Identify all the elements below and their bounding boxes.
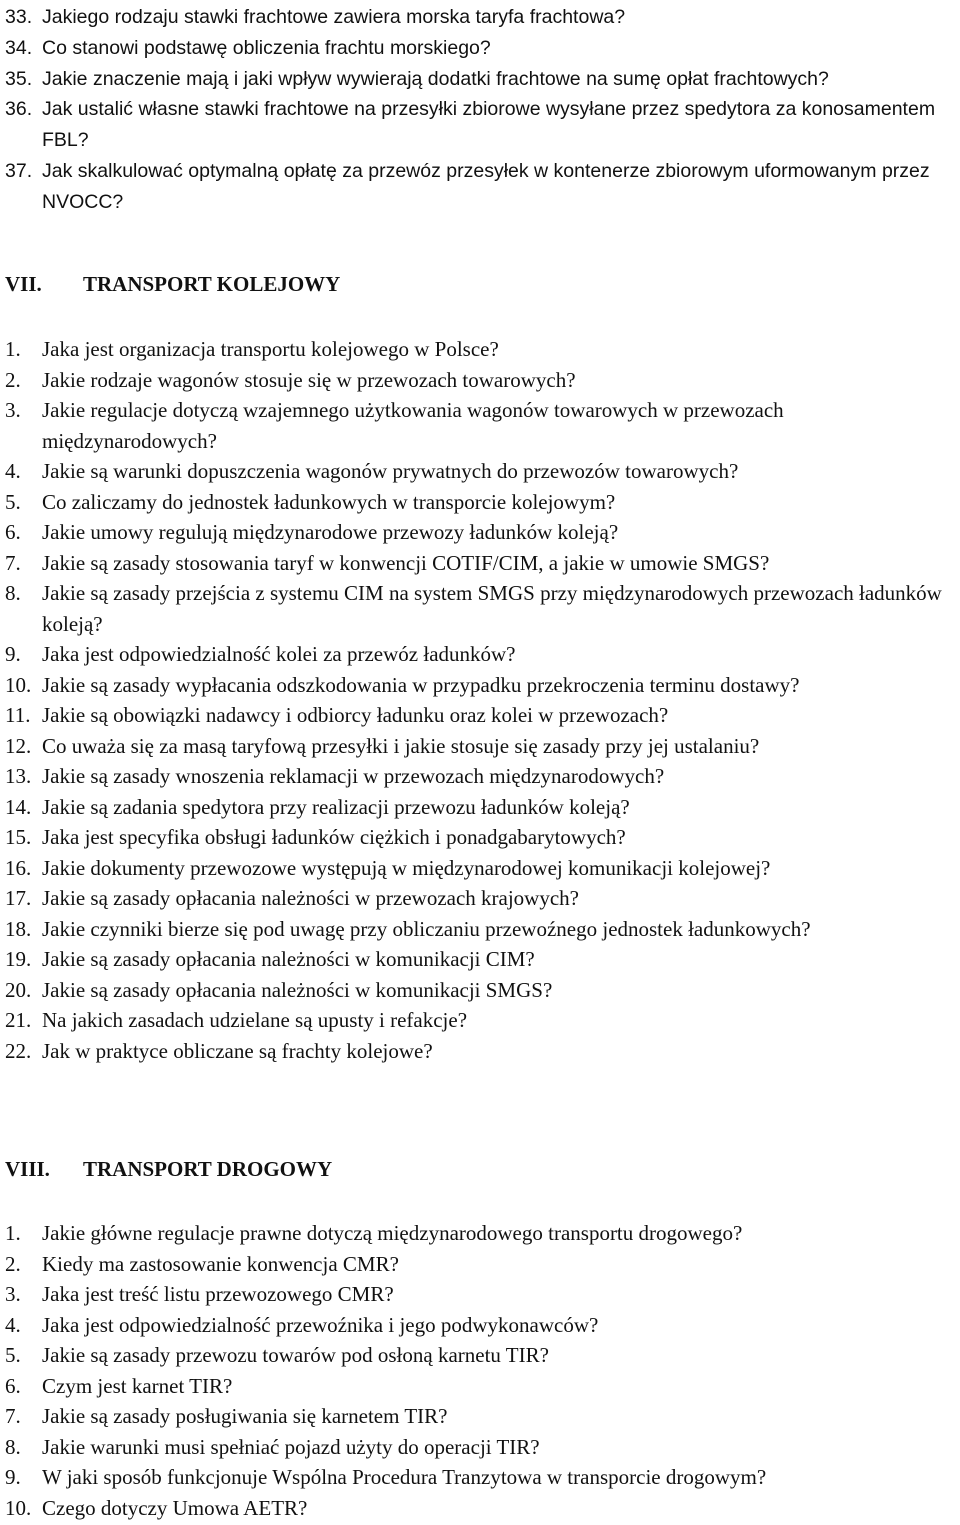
section-title: TRANSPORT KOLEJOWY [83,272,341,296]
question-item [5,395,960,456]
question-text: Jakie czynniki bierze się pod uwagę przy obliczaniu przewoźnego jednostek ładunkowych? [42,916,811,941]
question-text: Co stanowi podstawę obliczenia frachtu morskiego? [42,36,491,59]
question-item [5,1218,960,1249]
section-title: TRANSPORT DROGOWY [83,1157,333,1181]
question-item [5,914,960,945]
question-number: 1. [5,1221,21,1245]
question-text: Jakie są zasady stosowania taryf w konwencji COTIF/CIM, a jakie w umowie SMGS? [42,550,770,575]
question-number: 34. [5,36,33,59]
question-text: Jakie są zasady przejścia z systemu CIM na system SMGS przy międzynarodowych przewozach ładunków koleją? [42,581,942,636]
question-number: 5. [5,489,21,514]
question-text: Jakie rodzaje wagonów stosuje się w przewozach towarowych? [42,367,576,392]
question-item [5,731,960,762]
question-number: 6. [5,520,21,544]
question-text: Jakie umowy regulują międzynarodowe przewozy ładunków koleją? [42,520,619,544]
question-text: Jakie są zasady posługiwania się karnetem TIR? [42,1404,448,1428]
question-number: 18. [5,916,32,941]
question-text: Jakie są zasady opłacania należności w przewozach krajowych? [42,886,579,910]
question-number: 8. [5,581,21,605]
question-number: 4. [5,1312,21,1337]
question-text: Kiedy ma zastosowanie konwencja CMR? [42,1251,399,1276]
question-number: 6. [5,1373,21,1398]
question-item [5,1036,960,1067]
question-number: 7. [5,1404,21,1428]
question-item [5,64,955,95]
question-number: 35. [5,67,33,90]
question-text: Na jakich zasadach udzielane są upusty i refakcje? [42,1008,468,1032]
question-number: 2. [5,1251,21,1276]
question-number: 10. [5,1495,32,1520]
question-number: 36. [5,98,33,121]
question-item [5,334,960,365]
question-item [5,883,960,914]
question-number: 11. [5,703,31,727]
question-text: Jaka jest odpowiedzialność kolei za przewóz ładunków? [42,642,516,666]
question-item [5,1340,960,1371]
question-number: 17. [5,886,32,910]
question-item [5,548,960,579]
question-number: 15. [5,825,32,849]
question-number: 37. [5,159,33,182]
question-number: 16. [5,855,32,880]
question-number: 13. [5,764,32,788]
question-text: Jakie są obowiązki nadawcy i odbiorcy ładunku oraz kolei w przewozach? [42,703,669,727]
road-question-list [5,1218,960,1523]
question-number: 33. [5,6,33,28]
section-number: VIII. [5,1157,50,1181]
question-item [5,33,955,64]
question-item [5,792,960,823]
question-text: Jakiego rodzaju stawki frachtowe zawiera morska taryfa frachtowa? [42,6,626,28]
question-item [5,365,960,396]
rail-question-list [5,334,960,1066]
question-text: W jaki sposób funkcjonuje Wspólna Procedura Tranzytowa w transporcie drogowym? [42,1465,767,1489]
question-text: Czym jest karnet TIR? [42,1373,233,1398]
question-item [5,1249,960,1280]
question-item [5,700,960,731]
question-text: Jak w praktyce obliczane są frachty kolejowe? [42,1038,433,1063]
question-text: Jakie regulacje dotyczą wzajemnego użytkowania wagonów towarowych w przewozach międzynarodowych? [42,398,784,453]
question-text: Jaka jest treść listu przewozowego CMR? [42,1282,394,1306]
question-number: 4. [5,459,21,483]
question-number: 21. [5,1008,32,1032]
question-item [5,2,955,33]
question-text: Jaka jest organizacja transportu kolejowego w Polsce? [42,337,499,361]
question-item [5,944,960,975]
section-number: VII. [5,272,42,296]
question-text: Jakie są zadania spedytora przy realizacji przewozu ładunków koleją? [42,794,630,819]
question-text: Jaka jest specyfika obsługi ładunków ciężkich i ponadgabarytowych? [42,825,626,849]
question-text: Jakie są zasady opłacania należności w komunikacji SMGS? [42,977,553,1002]
question-item [5,1005,960,1036]
question-number: 3. [5,1282,21,1306]
question-text: Jakie główne regulacje prawne dotyczą międzynarodowego transportu drogowego? [42,1221,743,1245]
question-item [5,1401,960,1432]
question-number: 22. [5,1038,32,1063]
question-item [5,456,960,487]
question-number: 10. [5,672,32,697]
section-vii-heading [5,272,340,297]
question-number: 5. [5,1343,21,1367]
question-number: 20. [5,977,32,1002]
question-number: 14. [5,794,32,819]
question-number: 8. [5,1434,21,1459]
maritime-question-list [5,2,955,218]
question-item [5,853,960,884]
question-item [5,578,960,639]
question-number: 9. [5,642,21,666]
question-item [5,94,955,156]
question-item [5,1310,960,1341]
question-number: 1. [5,337,21,361]
question-text: Jakie są zasady przewozu towarów pod osłoną karnetu TIR? [42,1343,549,1367]
question-item [5,1493,960,1524]
question-item [5,1279,960,1310]
question-text: Co zaliczamy do jednostek ładunkowych w transporcie kolejowym? [42,489,616,514]
question-item [5,1462,960,1493]
question-item [5,517,960,548]
question-text: Jakie są zasady opłacania należności w komunikacji CIM? [42,947,535,971]
question-number: 2. [5,367,21,392]
question-number: 9. [5,1465,21,1489]
question-text: Jakie warunki musi spełniać pojazd użyty do operacji TIR? [42,1434,540,1459]
question-text: Jakie są warunki dopuszczenia wagonów prywatnych do przewozów towarowych? [42,459,739,483]
question-text: Jaka jest odpowiedzialność przewoźnika i jego podwykonawców? [42,1312,599,1337]
question-text: Jakie są zasady wypłacania odszkodowania w przypadku przekroczenia terminu dostawy? [42,672,800,697]
question-item [5,1432,960,1463]
question-item [5,639,960,670]
question-text: Jakie znaczenie mają i jaki wpływ wywierają dodatki frachtowe na sumę opłat frachtowych? [42,67,829,90]
question-text: Co uważa się za masą taryfową przesyłki i jakie stosuje się zasady przy jej ustalaniu? [42,733,760,758]
question-number: 7. [5,550,21,575]
question-text: Jak ustalić własne stawki frachtowe na przesyłki zbiorowe wysyłane przez spedytora za konosamentem FBL? [42,98,936,152]
question-number: 19. [5,947,32,971]
question-text: Jakie są zasady wnoszenia reklamacji w przewozach międzynarodowych? [42,764,665,788]
question-item [5,156,955,218]
question-number: 12. [5,733,32,758]
question-text: Jakie dokumenty przewozowe występują w międzynarodowej komunikacji kolejowej? [42,855,771,880]
question-item [5,670,960,701]
question-item [5,761,960,792]
question-item [5,487,960,518]
question-text: Jak skalkulować optymalną opłatę za przewóz przesyłek w kontenerze zbiorowym uformowanym przez NVOCC? [42,159,930,213]
question-item [5,975,960,1006]
question-text: Czego dotyczy Umowa AETR? [42,1495,308,1520]
question-item [5,1371,960,1402]
question-number: 3. [5,398,21,422]
section-viii-heading [5,1157,332,1182]
question-item [5,822,960,853]
